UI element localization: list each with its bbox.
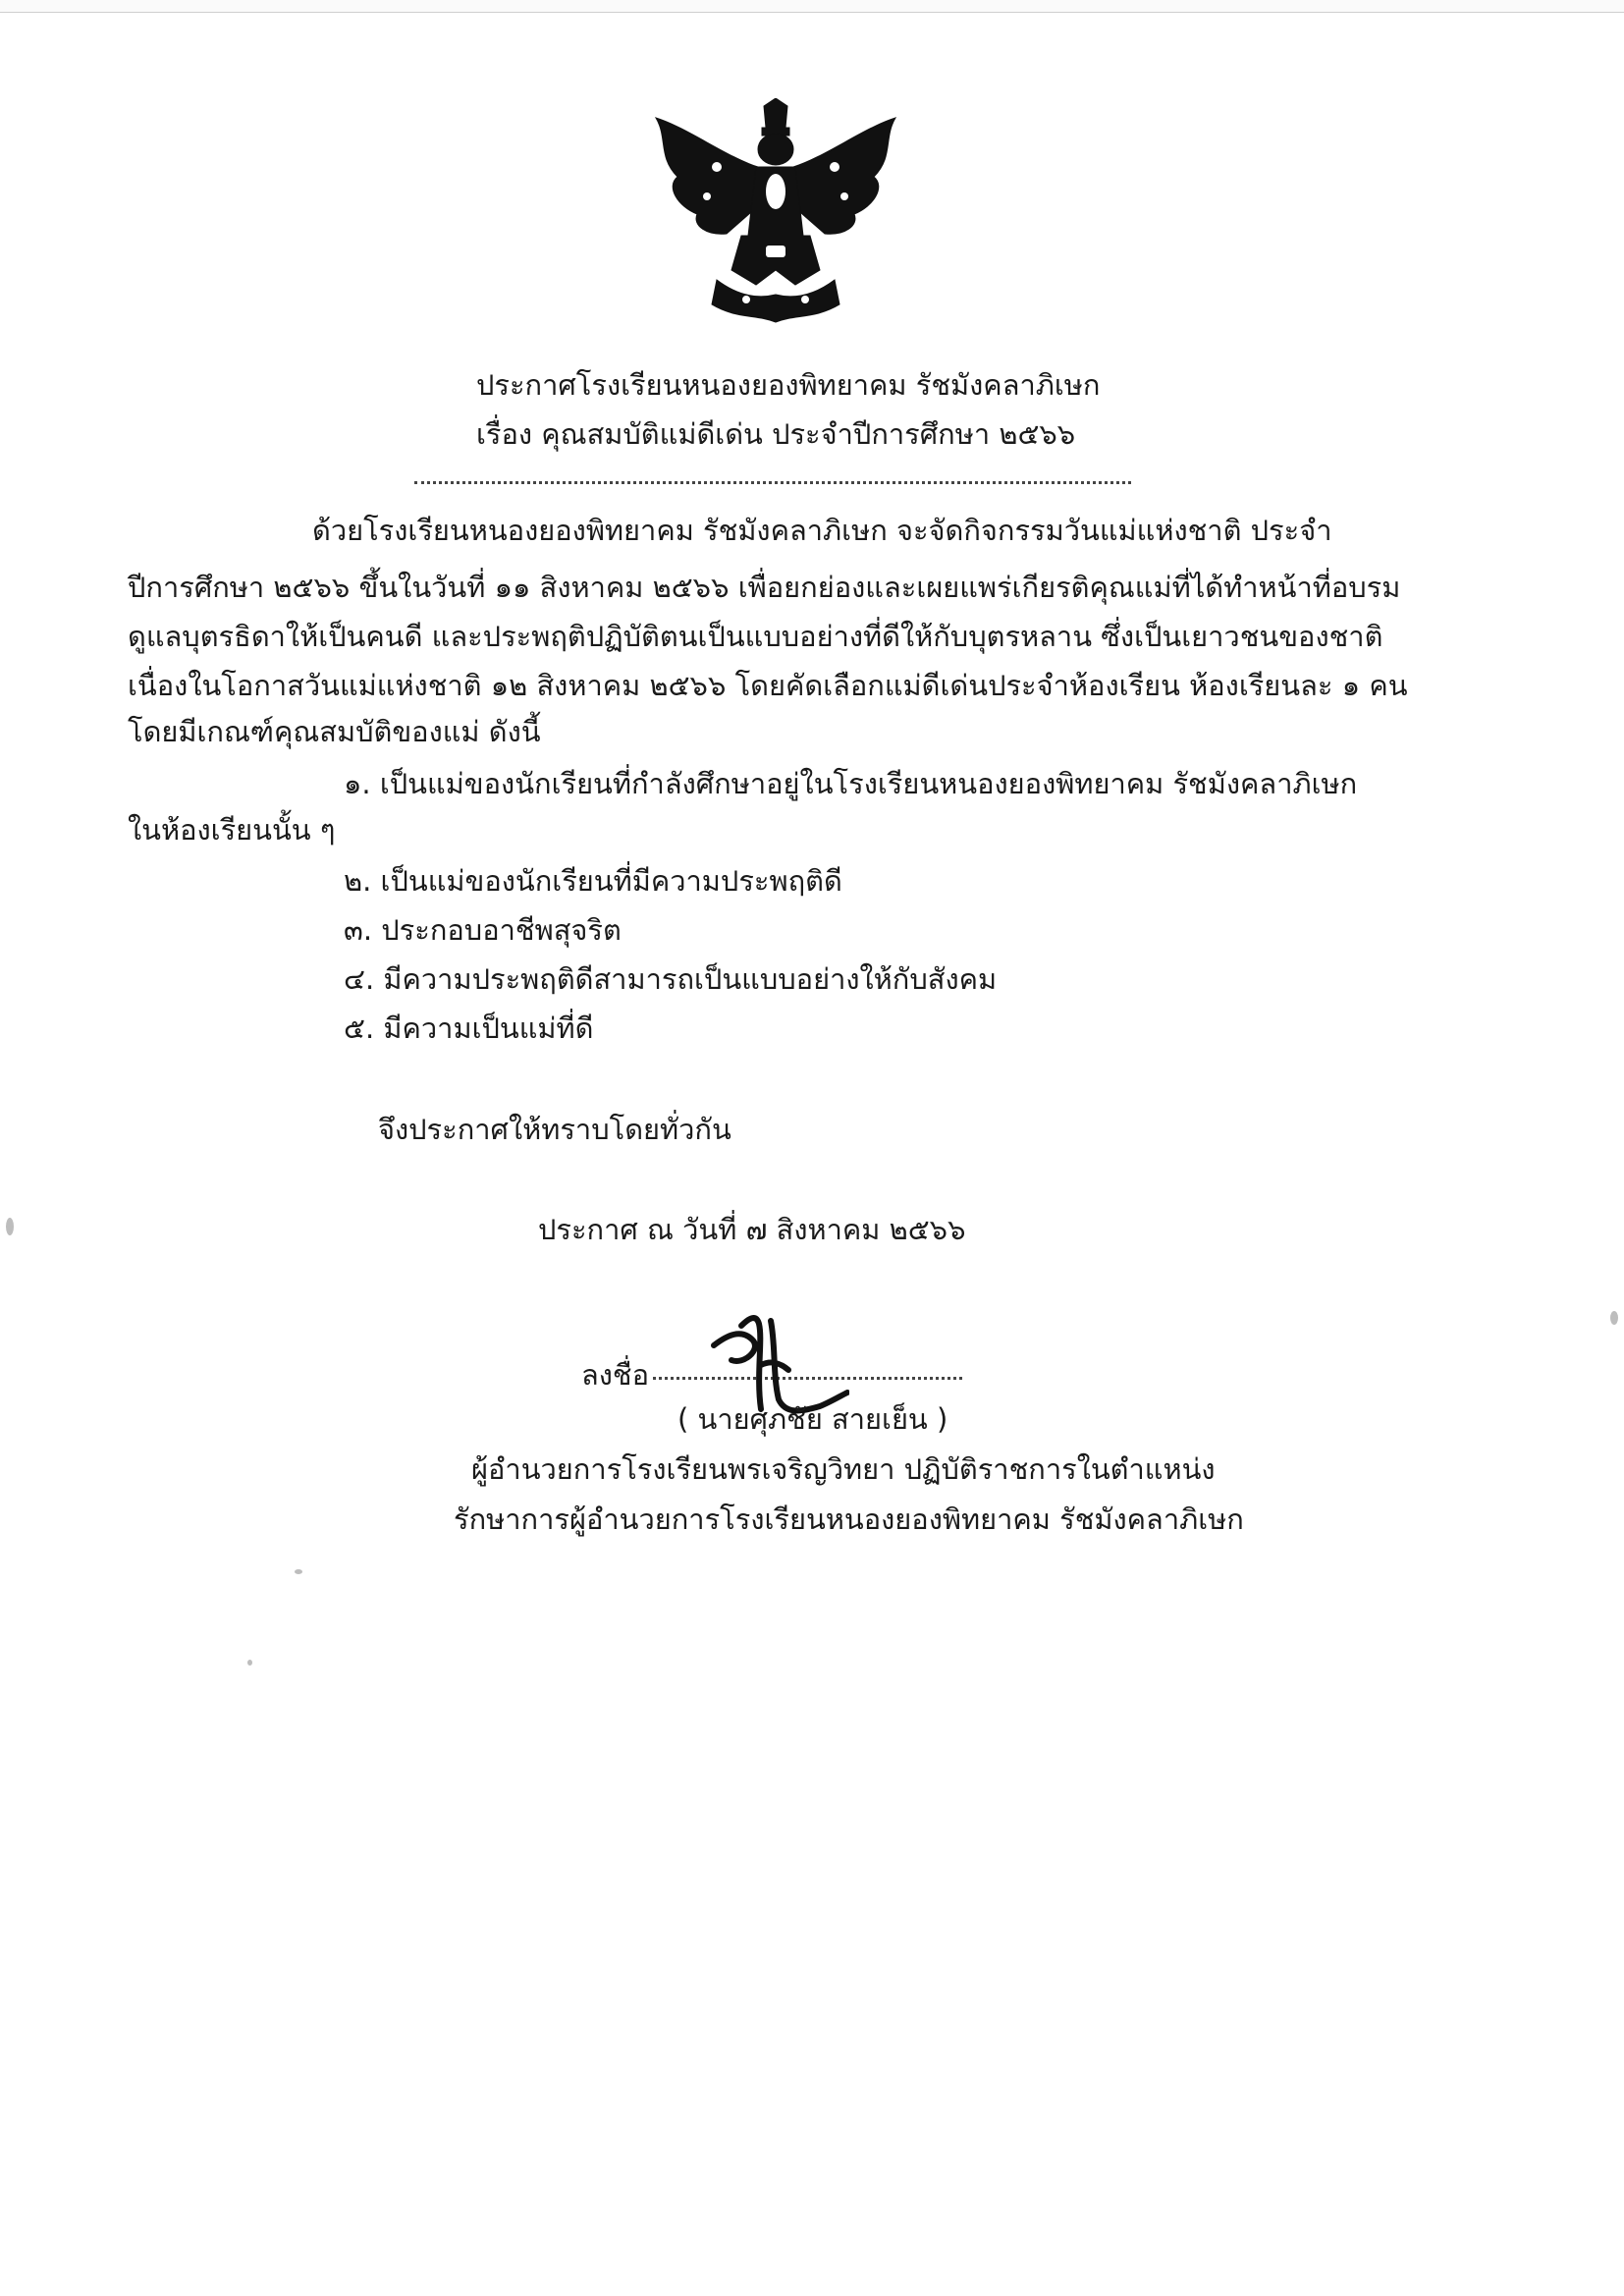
sign-label: ลงชื่อ [581,1358,650,1392]
paragraph-line: โดยมีเกณฑ์คุณสมบัติของแม่ ดังนี้ [128,715,541,748]
scan-top-edge [0,0,1624,13]
signatory-position-line-1: ผู้อำนวยการโรงเรียนพรเจริญวิทยา ปฏิบัติราชการในตำแหน่ง [471,1452,1216,1486]
paragraph-line: ด้วยโรงเรียนหนองยองพิทยาคม รัชมังคลาภิเษก จะจัดกิจกรรมวันแม่แห่งชาติ ประจำ [312,514,1332,547]
signatory-position-line-2: รักษาการผู้อำนวยการโรงเรียนหนองยองพิทยาคม รัชมังคลาภิเษก [454,1503,1244,1536]
closing-statement: จึงประกาศให้ทราบโดยทั่วกัน [378,1113,731,1146]
paragraph-line: ปีการศึกษา ๒๕๖๖ ขึ้นในวันที่ ๑๑ สิงหาคม ๒๕๖๖ เพื่อยกย่องและเผยแพร่เกียรติคุณแม่ที่ได้ทำหน้าที่อบรม [128,571,1401,604]
criteria-item-3: ๓. ประกอบอาชีพสุจริต [344,913,622,947]
scan-speck [6,1218,14,1235]
criteria-item-1-continued: ในห้องเรียนนั้น ๆ [128,813,336,847]
dotted-separator [414,481,1131,484]
criteria-item-4: ๔. มีความประพฤติดีสามารถเป็นแบบอย่างให้กับสังคม [344,962,998,996]
paragraph-line: ดูแลบุตรธิดาให้เป็นคนดี และประพฤติปฏิบัติตนเป็นแบบอย่างที่ดีให้กับบุตรหลาน ซึ่งเป็นเยาวชนของชาติ [128,620,1383,653]
signatory-name: ( นายศุภชัย สายเย็น ) [677,1402,948,1436]
criteria-item-5: ๕. มีความเป็นแม่ที่ดี [344,1011,594,1045]
paragraph-line: เนื่องในโอกาสวันแม่แห่งชาติ ๑๒ สิงหาคม ๒๕๖๖ โดยคัดเลือกแม่ดีเด่นประจำห้องเรียน ห้องเรียนละ ๑ คน [128,669,1408,702]
announcement-subject: เรื่อง คุณสมบัติแม่ดีเด่น ประจำปีการศึกษา ๒๕๖๖ [476,417,1076,451]
criteria-item-1: ๑. เป็นแม่ของนักเรียนที่กำลังศึกษาอยู่ในโรงเรียนหนองยองพิทยาคม รัชมังคลาภิเษก [344,767,1358,800]
announcement-title: ประกาศโรงเรียนหนองยองพิทยาคม รัชมังคลาภิเษก [476,368,1101,402]
criteria-item-2: ๒. เป็นแม่ของนักเรียนที่มีความประพฤติดี [344,864,842,898]
announcement-date: ประกาศ ณ วันที่ ๗ สิงหาคม ๒๕๖๖ [538,1213,966,1246]
scan-speck [247,1660,252,1666]
scan-speck [295,1569,302,1574]
garuda-emblem-icon [648,98,903,324]
scan-speck [1610,1311,1618,1325]
